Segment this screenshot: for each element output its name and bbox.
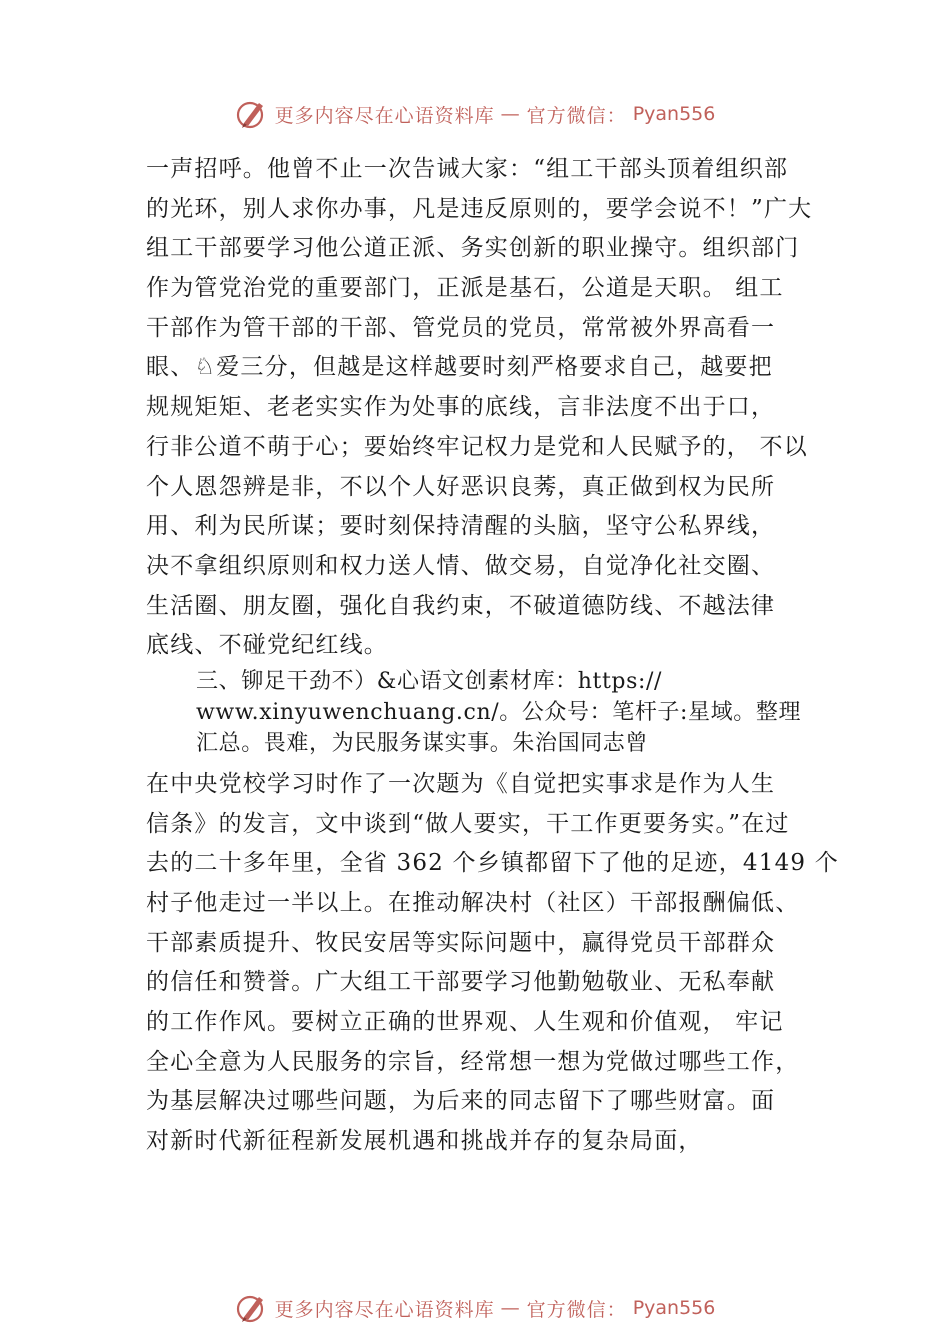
text-line: 个人恩怨辨是非，不以个人好恶识良莠，真正做到权为民所 — [146, 473, 776, 500]
heading-line: 三、铆足干劲不）&心语文创素材库：https:// — [196, 668, 663, 694]
header-watermark — [0, 94, 950, 134]
heading-line: 汇总。畏难，为民服务谋实事。朱治国同志曾 — [196, 730, 649, 756]
text-line: 的工作作风。要树立正确的世界观、人生观和价值观， 牢记 — [146, 1009, 784, 1036]
text-line: 干部作为管干部的干部、管党员的党员，常常被外界高看一 — [146, 314, 776, 341]
banner-wechat-label: 官方微信： — [526, 1298, 627, 1321]
text-line: 规规矩矩、老老实实作为处事的底线，言非法度不出于口， — [146, 394, 776, 421]
banner-wechat-id: Pyan556 — [632, 1297, 716, 1319]
banner-separator: — — [500, 103, 521, 125]
paragraph-1 — [146, 150, 826, 666]
banner-brand: 更多内容尽在心语资料库 — [274, 104, 495, 127]
document-body — [146, 150, 839, 1162]
pen-logo-icon — [235, 97, 269, 131]
text-line: 为基层解决过哪些问题，为后来的同志留下了哪些财富。面 — [146, 1088, 776, 1115]
text-line: 用、利为民所谋；要时刻保持清醒的头脑，坚守公私界线， — [146, 513, 776, 540]
banner-wechat-id: Pyan556 — [632, 103, 716, 125]
text-line: 眼、♘爱三分，但越是这样越要时刻严格要求自己，越要把 — [146, 354, 773, 381]
text-line: 行非公道不萌于心；要始终牢记权力是党和人民赋予的， 不以 — [146, 433, 808, 460]
text-line: 生活圈、朋友圈，强化自我约束，不破道德防线、不越法律 — [146, 592, 776, 619]
text-line: 去的二十多年里，全省 362 个乡镇都留下了他的足迹，4149 个 — [146, 850, 839, 877]
text-line: 村子他走过一半以上。在推动解决村（社区）干部报酬偏低、 — [146, 890, 800, 916]
section-heading — [146, 666, 826, 759]
text-line: 对新时代新征程新发展机遇和挑战并存的复杂局面， — [146, 1128, 703, 1155]
banner-separator: — — [500, 1297, 521, 1319]
text-line: 信条》的发言，文中谈到“做人要实，干工作更要务实。”在过 — [146, 810, 790, 837]
footer-watermark — [0, 1288, 950, 1328]
paragraph-2 — [146, 765, 839, 1162]
heading-line: www.xinyuwenchuang.cn/。公众号：笔杆子:星域。整理 — [196, 699, 802, 725]
text-line: 作为管党治党的重要部门，正派是基石，公道是天职。 组工 — [146, 275, 784, 302]
pen-logo-icon — [235, 1291, 269, 1325]
text-line: 干部素质提升、牧民安居等实际问题中，赢得党员干部群众 — [146, 929, 776, 956]
text-line: 底线、不碰党纪红线。 — [146, 632, 388, 659]
text-line: 在中央党校学习时作了一次题为《自觉把实事求是作为人生 — [146, 770, 776, 797]
text-line: 全心全意为人民服务的宗旨，经常想一想为党做过哪些工作， — [146, 1048, 800, 1075]
text-line: 组工干部要学习他公道正派、务实创新的职业操守。组织部门 — [146, 235, 800, 262]
text-line: 一声招呼。他曾不止一次告诫大家：“组工干部头顶着组织部 — [146, 156, 789, 182]
banner-brand: 更多内容尽在心语资料库 — [274, 1298, 495, 1321]
text-line: 决不拿组织原则和权力送人情、做交易，自觉净化社交圈、 — [146, 552, 776, 579]
text-line: 的光环，别人求你办事，凡是违反原则的，要学会说不！”广大 — [146, 195, 813, 222]
banner-wechat-label: 官方微信： — [526, 104, 627, 127]
text-line: 的信任和赞誉。广大组工干部要学习他勤勉敬业、无私奉献 — [146, 969, 776, 996]
